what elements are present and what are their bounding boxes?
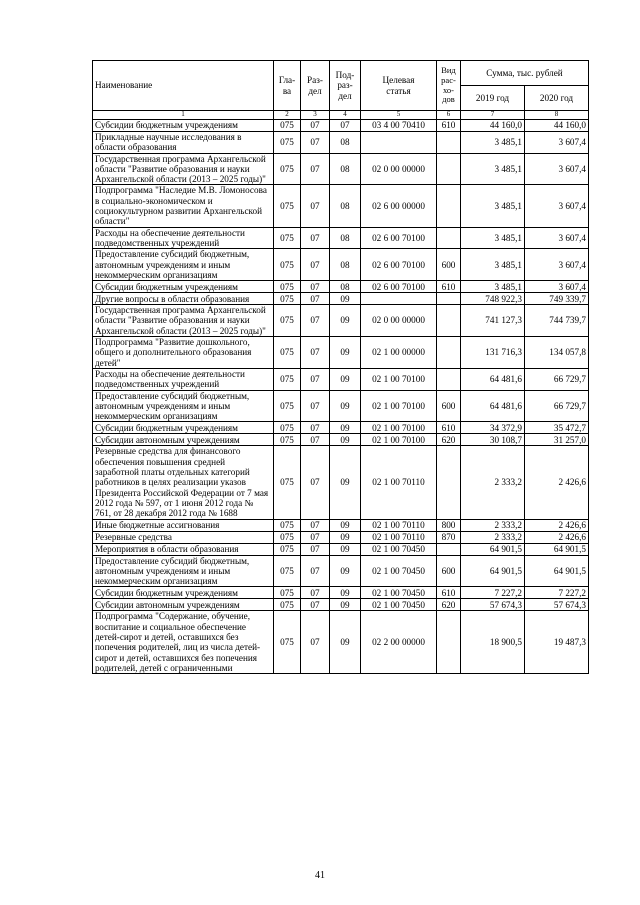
cell-gl: 075 <box>274 390 301 422</box>
cell-gl: 075 <box>274 531 301 543</box>
cell-pr: 09 <box>330 434 361 446</box>
header-year-2020: 2020 год <box>525 86 589 111</box>
cell-y1: 2 333,2 <box>461 446 525 519</box>
cell-y2: 3 607,4 <box>525 281 589 293</box>
cell-name: Расходы на обеспечение деятельности подведомственных учреждений <box>93 368 274 390</box>
cell-vr: 610 <box>437 281 461 293</box>
cell-vr <box>437 611 461 674</box>
cell-pr: 09 <box>330 555 361 587</box>
table-row <box>93 599 589 611</box>
column-index: 1 <box>93 111 274 120</box>
column-index: 6 <box>437 111 461 120</box>
header-name: Наименование <box>93 61 274 111</box>
cell-rz: 07 <box>301 422 330 434</box>
table-row <box>93 519 589 531</box>
table-row <box>93 227 589 249</box>
cell-y2: 64 901,5 <box>525 543 589 555</box>
cell-gl: 075 <box>274 185 301 227</box>
cell-pr: 09 <box>330 337 361 369</box>
cell-y1: 748 922,3 <box>461 293 525 305</box>
cell-pr: 08 <box>330 153 361 185</box>
cell-cs: 02 1 00 70110 <box>361 446 437 519</box>
cell-pr: 09 <box>330 305 361 337</box>
cell-cs: 02 1 00 70450 <box>361 587 437 599</box>
cell-pr: 09 <box>330 531 361 543</box>
cell-name: Расходы на обеспечение деятельности подведомственных учреждений <box>93 227 274 249</box>
cell-gl: 075 <box>274 611 301 674</box>
table-row <box>93 446 589 519</box>
page-number: 41 <box>315 870 325 881</box>
column-index: 8 <box>525 111 589 120</box>
header-row <box>93 61 589 86</box>
cell-rz: 07 <box>301 249 330 281</box>
cell-gl: 075 <box>274 227 301 249</box>
cell-gl: 075 <box>274 281 301 293</box>
cell-name: Субсидии бюджетным учреждениям <box>93 120 274 132</box>
cell-rz: 07 <box>301 368 330 390</box>
header-chapter: Гла- ва <box>274 61 301 111</box>
cell-rz: 07 <box>301 390 330 422</box>
header-section: Раз- дел <box>301 61 330 111</box>
cell-rz: 07 <box>301 611 330 674</box>
cell-cs: 03 4 00 70410 <box>361 120 437 132</box>
cell-y2: 2 426,6 <box>525 446 589 519</box>
table-row <box>93 543 589 555</box>
cell-pr: 08 <box>330 227 361 249</box>
cell-gl: 075 <box>274 599 301 611</box>
table-row <box>93 249 589 281</box>
cell-y2: 744 739,7 <box>525 305 589 337</box>
cell-pr: 09 <box>330 519 361 531</box>
cell-y1: 64 481,6 <box>461 390 525 422</box>
cell-vr <box>437 185 461 227</box>
cell-rz: 07 <box>301 120 330 132</box>
cell-y2: 19 487,3 <box>525 611 589 674</box>
cell-y1: 2 333,2 <box>461 519 525 531</box>
table-row <box>93 305 589 337</box>
cell-vr: 620 <box>437 434 461 446</box>
table-row <box>93 434 589 446</box>
table-body <box>93 120 589 674</box>
cell-cs: 02 1 00 70110 <box>361 519 437 531</box>
cell-vr <box>437 153 461 185</box>
cell-y2: 66 729,7 <box>525 368 589 390</box>
table-row <box>93 185 589 227</box>
header-subsection: Под- раз- дел <box>330 61 361 111</box>
cell-vr: 620 <box>437 599 461 611</box>
cell-y1: 30 108,7 <box>461 434 525 446</box>
table-row <box>93 531 589 543</box>
cell-cs: 02 0 00 00000 <box>361 153 437 185</box>
cell-pr: 09 <box>330 599 361 611</box>
cell-y2: 749 339,7 <box>525 293 589 305</box>
cell-name: Резервные средства <box>93 531 274 543</box>
cell-vr: 610 <box>437 587 461 599</box>
cell-cs: 02 2 00 00000 <box>361 611 437 674</box>
cell-y1: 57 674,3 <box>461 599 525 611</box>
cell-name: Государственная программа Архангельской области "Развитие образования и науки Архангельской области (2013 – 2025 годы)" <box>93 305 274 337</box>
budget-table <box>92 60 589 674</box>
budget-table-sheet <box>92 60 589 674</box>
cell-vr <box>437 368 461 390</box>
cell-y1: 18 900,5 <box>461 611 525 674</box>
cell-name: Иные бюджетные ассигнования <box>93 519 274 531</box>
cell-cs: 02 1 00 70100 <box>361 434 437 446</box>
cell-y2: 3 607,4 <box>525 249 589 281</box>
cell-pr: 08 <box>330 132 361 154</box>
cell-pr: 09 <box>330 368 361 390</box>
cell-name: Подпрограмма "Содержание, обучение, воспитание и социальное обеспечение детей-сирот и детей, оставшихся без попечения родителей, лиц из числа детей-сирот и детей, оставшихся без попечения родителей, детей с ограниченными <box>93 611 274 674</box>
cell-vr <box>437 132 461 154</box>
cell-pr: 08 <box>330 281 361 293</box>
cell-name: Предоставление субсидий бюджетным, автономным учреждениям и иным некоммерческим организациям <box>93 249 274 281</box>
cell-gl: 075 <box>274 434 301 446</box>
cell-rz: 07 <box>301 185 330 227</box>
cell-gl: 075 <box>274 153 301 185</box>
cell-gl: 075 <box>274 519 301 531</box>
column-index: 2 <box>274 111 301 120</box>
cell-vr <box>437 543 461 555</box>
cell-rz: 07 <box>301 434 330 446</box>
table-row <box>93 390 589 422</box>
cell-y1: 3 485,1 <box>461 185 525 227</box>
cell-y2: 66 729,7 <box>525 390 589 422</box>
cell-cs: 02 1 00 70450 <box>361 599 437 611</box>
cell-y2: 3 607,4 <box>525 185 589 227</box>
cell-cs: 02 0 00 00000 <box>361 305 437 337</box>
cell-rz: 07 <box>301 531 330 543</box>
cell-rz: 07 <box>301 293 330 305</box>
cell-y1: 64 901,5 <box>461 555 525 587</box>
cell-name: Подпрограмма "Наследие М.В. Ломоносова в социально-экономическом и социокультурном развитии Архангельской области" <box>93 185 274 227</box>
cell-gl: 075 <box>274 293 301 305</box>
cell-rz: 07 <box>301 599 330 611</box>
table-row <box>93 132 589 154</box>
cell-name: Резервные средства для финансового обеспечения повышения средней заработной платы отдельных категорий работников в целях реализации указов Президента Российской Федерации от 7 мая 2012 года № 597, от 1 июня 2012 года № 761, от 28 декабря 2012 года № 1688 <box>93 446 274 519</box>
cell-gl: 075 <box>274 249 301 281</box>
cell-name: Субсидии бюджетным учреждениям <box>93 587 274 599</box>
cell-pr: 09 <box>330 390 361 422</box>
cell-y1: 3 485,1 <box>461 132 525 154</box>
column-index: 5 <box>361 111 437 120</box>
cell-rz: 07 <box>301 555 330 587</box>
column-index-row <box>93 111 589 120</box>
column-index: 7 <box>461 111 525 120</box>
cell-gl: 075 <box>274 543 301 555</box>
cell-name: Другие вопросы в области образования <box>93 293 274 305</box>
cell-y2: 57 674,3 <box>525 599 589 611</box>
cell-y1: 2 333,2 <box>461 531 525 543</box>
cell-cs: 02 6 00 70100 <box>361 227 437 249</box>
cell-y1: 3 485,1 <box>461 249 525 281</box>
cell-pr: 09 <box>330 543 361 555</box>
cell-cs: 02 1 00 70100 <box>361 390 437 422</box>
cell-vr: 600 <box>437 555 461 587</box>
cell-name: Прикладные научные исследования в области образования <box>93 132 274 154</box>
cell-gl: 075 <box>274 337 301 369</box>
cell-vr <box>437 446 461 519</box>
cell-y1: 3 485,1 <box>461 153 525 185</box>
cell-y2: 3 607,4 <box>525 227 589 249</box>
cell-y1: 7 227,2 <box>461 587 525 599</box>
cell-gl: 075 <box>274 422 301 434</box>
cell-vr: 600 <box>437 390 461 422</box>
cell-rz: 07 <box>301 305 330 337</box>
cell-pr: 08 <box>330 185 361 227</box>
cell-cs <box>361 293 437 305</box>
cell-pr: 09 <box>330 446 361 519</box>
table-row <box>93 281 589 293</box>
cell-rz: 07 <box>301 337 330 369</box>
cell-cs: 02 1 00 70110 <box>361 531 437 543</box>
cell-name: Подпрограмма "Развитие дошкольного, общего и дополнительного образования детей" <box>93 337 274 369</box>
cell-cs: 02 1 00 70100 <box>361 422 437 434</box>
cell-y1: 44 160,0 <box>461 120 525 132</box>
table-row <box>93 555 589 587</box>
cell-cs: 02 1 00 70450 <box>361 543 437 555</box>
cell-name: Субсидии бюджетным учреждениям <box>93 422 274 434</box>
cell-y2: 134 057,8 <box>525 337 589 369</box>
cell-name: Предоставление субсидий бюджетным, автономным учреждениям и иным некоммерческим организациям <box>93 555 274 587</box>
cell-cs: 02 6 00 00000 <box>361 185 437 227</box>
cell-rz: 07 <box>301 153 330 185</box>
cell-cs: 02 1 00 70100 <box>361 368 437 390</box>
cell-y1: 3 485,1 <box>461 281 525 293</box>
table-row <box>93 422 589 434</box>
table-row <box>93 293 589 305</box>
cell-gl: 075 <box>274 587 301 599</box>
cell-name: Предоставление субсидий бюджетным, автономным учреждениям и иным некоммерческим организациям <box>93 390 274 422</box>
cell-y2: 2 426,6 <box>525 531 589 543</box>
cell-vr: 610 <box>437 120 461 132</box>
table-row <box>93 337 589 369</box>
table-row <box>93 587 589 599</box>
cell-y1: 741 127,3 <box>461 305 525 337</box>
cell-gl: 075 <box>274 305 301 337</box>
cell-pr: 07 <box>330 120 361 132</box>
cell-rz: 07 <box>301 519 330 531</box>
cell-vr: 610 <box>437 422 461 434</box>
table-row <box>93 120 589 132</box>
cell-rz: 07 <box>301 587 330 599</box>
cell-pr: 09 <box>330 611 361 674</box>
cell-rz: 07 <box>301 281 330 293</box>
cell-gl: 075 <box>274 446 301 519</box>
cell-y2: 7 227,2 <box>525 587 589 599</box>
cell-name: Мероприятия в области образования <box>93 543 274 555</box>
cell-y2: 64 901,5 <box>525 555 589 587</box>
cell-name: Субсидии бюджетным учреждениям <box>93 281 274 293</box>
column-index: 4 <box>330 111 361 120</box>
cell-rz: 07 <box>301 132 330 154</box>
cell-rz: 07 <box>301 446 330 519</box>
cell-y1: 3 485,1 <box>461 227 525 249</box>
cell-y2: 3 607,4 <box>525 132 589 154</box>
cell-pr: 08 <box>330 249 361 281</box>
cell-y2: 35 472,7 <box>525 422 589 434</box>
cell-pr: 09 <box>330 293 361 305</box>
cell-y2: 31 257,0 <box>525 434 589 446</box>
header-year-2019: 2019 год <box>461 86 525 111</box>
table-row <box>93 611 589 674</box>
cell-vr: 800 <box>437 519 461 531</box>
table-row <box>93 368 589 390</box>
cell-vr <box>437 293 461 305</box>
cell-vr <box>437 227 461 249</box>
table-row <box>93 153 589 185</box>
cell-gl: 075 <box>274 120 301 132</box>
header-expense-type: Вид рас- хо- дов <box>437 61 461 111</box>
cell-y2: 44 160,0 <box>525 120 589 132</box>
cell-gl: 075 <box>274 368 301 390</box>
cell-y2: 2 426,6 <box>525 519 589 531</box>
cell-vr: 870 <box>437 531 461 543</box>
cell-gl: 075 <box>274 555 301 587</box>
cell-rz: 07 <box>301 543 330 555</box>
cell-y1: 64 481,6 <box>461 368 525 390</box>
column-index: 3 <box>301 111 330 120</box>
cell-vr <box>437 305 461 337</box>
cell-name: Субсидии автономным учреждениям <box>93 599 274 611</box>
cell-name: Субсидии автономным учреждениям <box>93 434 274 446</box>
cell-pr: 09 <box>330 587 361 599</box>
cell-pr: 09 <box>330 422 361 434</box>
header-sum: Сумма, тыс. рублей <box>461 61 589 86</box>
cell-y1: 64 901,5 <box>461 543 525 555</box>
cell-vr <box>437 337 461 369</box>
cell-y2: 3 607,4 <box>525 153 589 185</box>
cell-cs: 02 1 00 70450 <box>361 555 437 587</box>
cell-cs: 02 6 00 70100 <box>361 249 437 281</box>
cell-cs <box>361 132 437 154</box>
cell-y1: 131 716,3 <box>461 337 525 369</box>
cell-y1: 34 372,9 <box>461 422 525 434</box>
cell-name: Государственная программа Архангельской области "Развитие образования и науки Архангельской области (2013 – 2025 годы)" <box>93 153 274 185</box>
cell-rz: 07 <box>301 227 330 249</box>
cell-cs: 02 6 00 70100 <box>361 281 437 293</box>
header-target-item: Целевая статья <box>361 61 437 111</box>
cell-gl: 075 <box>274 132 301 154</box>
cell-cs: 02 1 00 00000 <box>361 337 437 369</box>
cell-vr: 600 <box>437 249 461 281</box>
